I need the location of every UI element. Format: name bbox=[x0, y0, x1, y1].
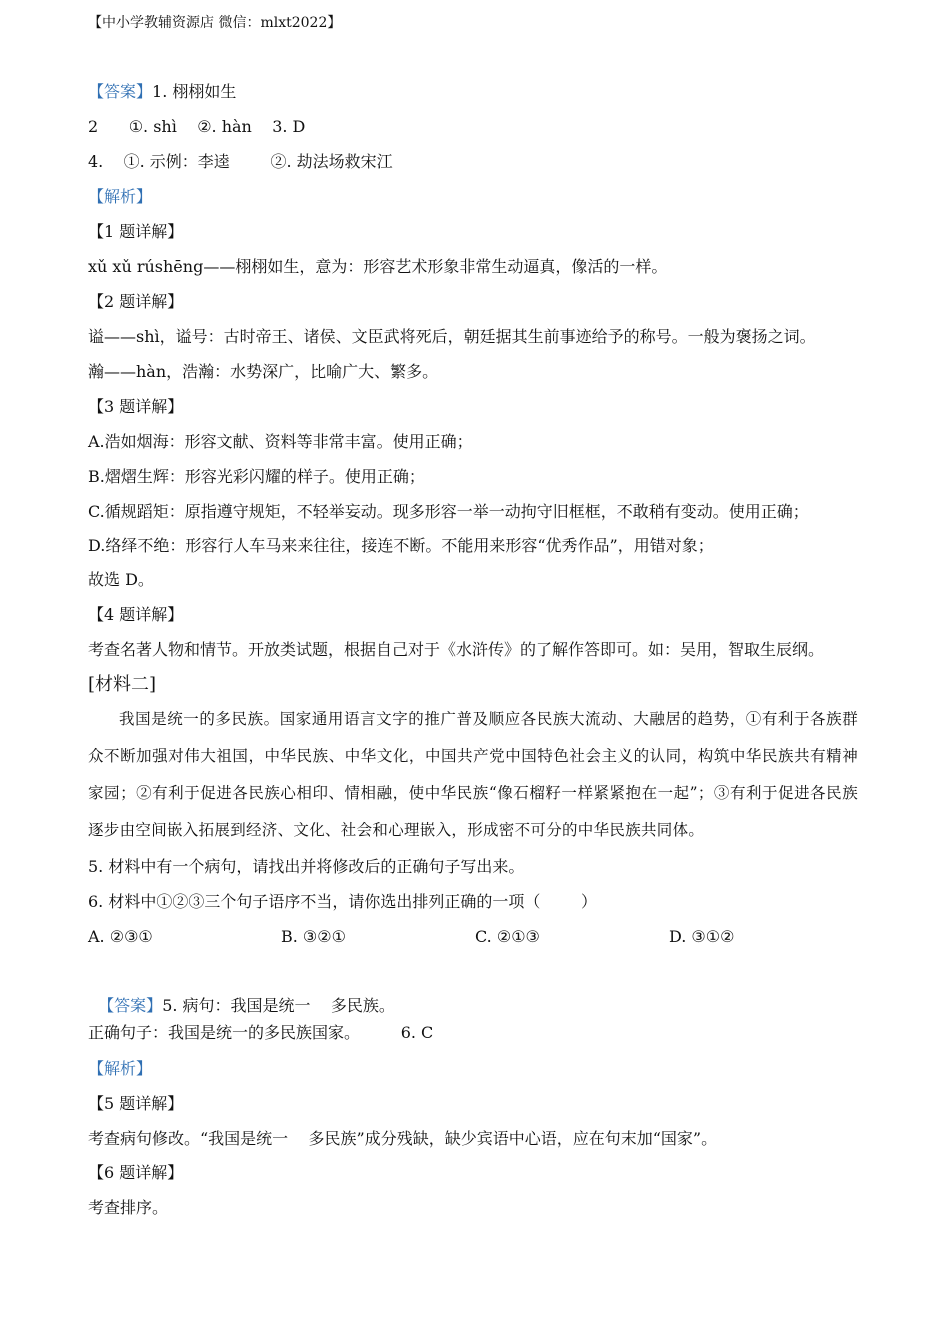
watermark-header: 【中小学教辅资源店 微信：mlxt2022】 bbox=[88, 15, 342, 31]
q2-text-a: 谥——shì，谥号：古时帝王、诸侯、文臣武将死后，朝廷据其生前事迹给予的称号。一般为褒扬之词。 bbox=[88, 327, 816, 346]
material2-heading: [材料二] bbox=[88, 674, 157, 695]
q4-text: 考查名著人物和情节。开放类试题，根据自己对于《水浒传》的了解作答即可。如：吴用，智取生辰纲。 bbox=[88, 640, 825, 659]
q6-question: 6. 材料中①②③三个句子语序不当，请你选出排列正确的一项（ ） bbox=[88, 892, 598, 911]
q3-option-c-text: C.循规蹈矩：原指遵守规矩，不轻举妄动。现多形容一举一动拘守旧框框，不敢稍有变动。使用正确； bbox=[88, 502, 809, 521]
q3-title: 【3 题详解】 bbox=[88, 397, 184, 416]
answer-1: 1. 栩栩如生 bbox=[152, 82, 237, 101]
q5-question: 5. 材料中有一个病句，请找出并将修改后的正确句子写出来。 bbox=[88, 857, 525, 876]
q5-text: 考查病句修改。“我国是统一 多民族”成分残缺，缺少宾语中心语，应在句末加“国家”。 bbox=[88, 1129, 718, 1148]
q3-conclusion: 故选 D。 bbox=[88, 570, 154, 589]
answer-line-1 bbox=[88, 81, 236, 103]
answer-5: 5. 病句：我国是统一 多民族。 bbox=[162, 996, 395, 1015]
q3-option-a-text: A.浩如烟海：形容文献、资料等非常丰富。使用正确； bbox=[88, 432, 473, 451]
q3-option-b-text: B.熠熠生辉：形容光彩闪耀的样子。使用正确； bbox=[88, 467, 425, 486]
answer-2: 2 ①. shì ②. hàn 3. D bbox=[88, 117, 306, 136]
analysis-tag-2: 【解析】 bbox=[88, 1059, 153, 1078]
answer-tag: 【答案】 bbox=[88, 82, 153, 101]
q3-option-c bbox=[88, 501, 809, 523]
q4-title: 【4 题详解】 bbox=[88, 605, 184, 624]
option-b: B. ③②① bbox=[281, 927, 346, 946]
analysis-tag: 【解析】 bbox=[88, 187, 153, 206]
answer-4: 4. ①. 示例：李逵 ②. 劫法场救宋江 bbox=[88, 152, 393, 171]
answer-5b: 正确句子：我国是统一的多民族国家。 6. C bbox=[88, 1023, 434, 1042]
q3-option-b bbox=[88, 466, 425, 488]
answer-5-line bbox=[88, 973, 395, 1017]
q2-text-b: 瀚——hàn，浩瀚：水势深广，比喻广大、繁多。 bbox=[88, 362, 439, 381]
option-d: D. ③①② bbox=[669, 927, 735, 946]
q1-title: 【1 题详解】 bbox=[88, 222, 184, 241]
answer-tag-2: 【答案】 bbox=[98, 996, 163, 1015]
q5-title: 【5 题详解】 bbox=[88, 1094, 184, 1113]
option-a: A. ②③① bbox=[88, 927, 153, 946]
option-c: C. ②①③ bbox=[475, 927, 540, 946]
q2-title: 【2 题详解】 bbox=[88, 292, 184, 311]
q3-option-d-text: D.络绎不绝：形容行人车马来来往往，接连不断。不能用来形容“优秀作品”，用错对象； bbox=[88, 536, 714, 555]
q1-text: xǔ xǔ rúshēng——栩栩如生，意为：形容艺术形象非常生动逼真，像活的一样。 bbox=[88, 257, 668, 276]
q3-option-a bbox=[88, 431, 473, 453]
q6-text: 考查排序。 bbox=[88, 1198, 169, 1217]
material2-paragraph: 我国是统一的多民族。国家通用语言文字的推广普及顺应各民族大流动、大融居的趋势，①有利于各族群众不断加强对伟大祖国，中华民族、中华文化，中国共产党中国特色社会主义的认同，构筑中华民族共有精神家园；②有利于促进各民族心相印、情相融，使中华民族“像石榴籽一样紧紧抱在一起”；③有利于促进各民族逐步由空间嵌入拓展到经济、文化、社会和心理嵌入，形成密不可分的中华民族共同体。 bbox=[88, 710, 858, 839]
q3-option-d bbox=[88, 535, 714, 557]
q6-title: 【6 题详解】 bbox=[88, 1163, 184, 1182]
